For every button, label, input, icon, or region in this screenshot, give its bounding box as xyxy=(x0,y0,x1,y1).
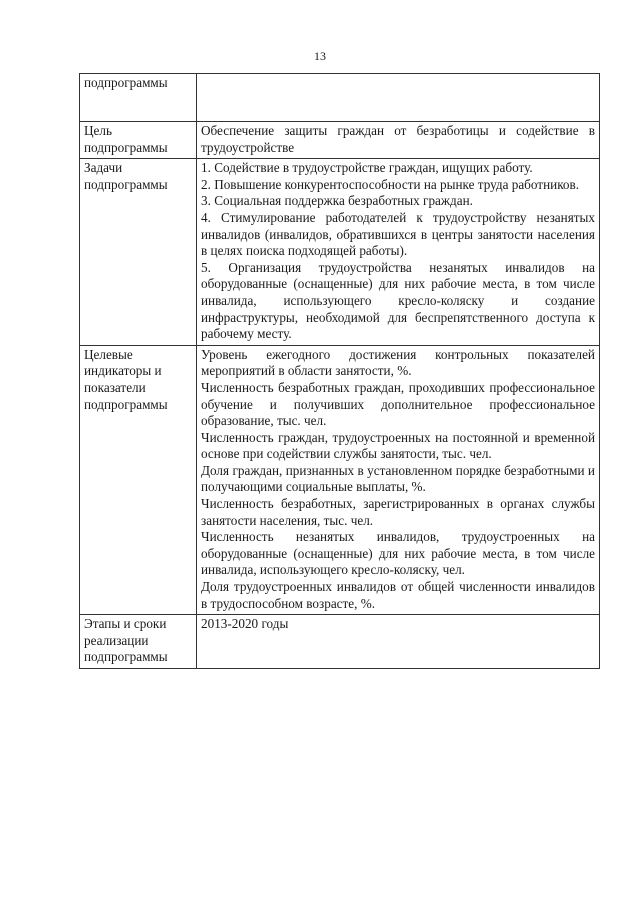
table-row xyxy=(80,615,600,669)
indicator-item: Численность граждан, трудоустроенных на постоянной и временной основе при содействии службы занятости, тыс. чел. xyxy=(201,429,595,462)
task-item: 3. Социальная поддержка безработных граждан. xyxy=(201,193,473,209)
row-label: подпрограммы xyxy=(80,74,197,122)
row-label: Целевые индикаторы и показатели подпрограммы xyxy=(80,345,197,615)
indicator-item: Численность незанятых инвалидов, трудоустроенных на оборудованные (оснащенные) для них рабочие места, в том числе инвалида, использующего кресло-коляску, чел. xyxy=(201,529,595,578)
table-row xyxy=(80,345,600,615)
row-value xyxy=(197,159,600,346)
task-item: 1. Содействие в трудоустройстве граждан, ищущих работу. xyxy=(201,160,533,176)
task-item: 4. Стимулирование работодателей к трудоустройству незанятых инвалидов (инвалидов, обратившихся в центры занятости населения в целях поиска подходящей работы). xyxy=(201,209,595,259)
task-item: 2. Повышение конкурентоспособности на рынке труда работников. xyxy=(201,176,580,192)
row-label: Этапы и сроки реализации подпрограммы xyxy=(80,615,197,669)
indicator-item: Уровень ежегодного достижения контрольных показателей мероприятий в области занятости, %. xyxy=(201,346,595,379)
task-item: 5. Организация трудоустройства незанятых инвалидов на оборудованные (оснащенные) для них рабочие места, в том числе инвалида, использующего кресло-коляску и создание инфраструктуры, необходимой для беспрепятственного доступа к рабочему месту. xyxy=(201,259,595,342)
table-row xyxy=(80,159,600,346)
table-row xyxy=(80,122,600,159)
row-label: Задачи подпрограммы xyxy=(80,159,197,346)
indicator-item: Численность безработных граждан, проходивших профессиональное обучение и получивших дополнительное профессиональное образование, тыс. чел. xyxy=(201,379,595,429)
row-value xyxy=(197,74,600,122)
row-value xyxy=(197,122,600,159)
row-value xyxy=(197,615,600,669)
row-value-text: Обеспечение защиты граждан от безработицы и содействие в трудоустройстве xyxy=(201,123,595,155)
indicator-item: Доля граждан, признанных в установленном порядке безработными и получающими социальные выплаты, %. xyxy=(201,462,595,495)
row-value xyxy=(197,345,600,615)
row-value-text: 2013-2020 годы xyxy=(201,616,289,632)
row-label: Цель подпрограммы xyxy=(80,122,197,159)
indicator-item: Численность безработных, зарегистрированных в органах службы занятости населения, тыс. чел. xyxy=(201,496,595,528)
page-number: 13 xyxy=(314,49,326,63)
subprogram-passport-table xyxy=(79,73,600,669)
indicator-item: Доля трудоустроенных инвалидов от общей численности инвалидов в трудоспособном возрасте, %. xyxy=(201,579,595,611)
table-row xyxy=(80,74,600,122)
